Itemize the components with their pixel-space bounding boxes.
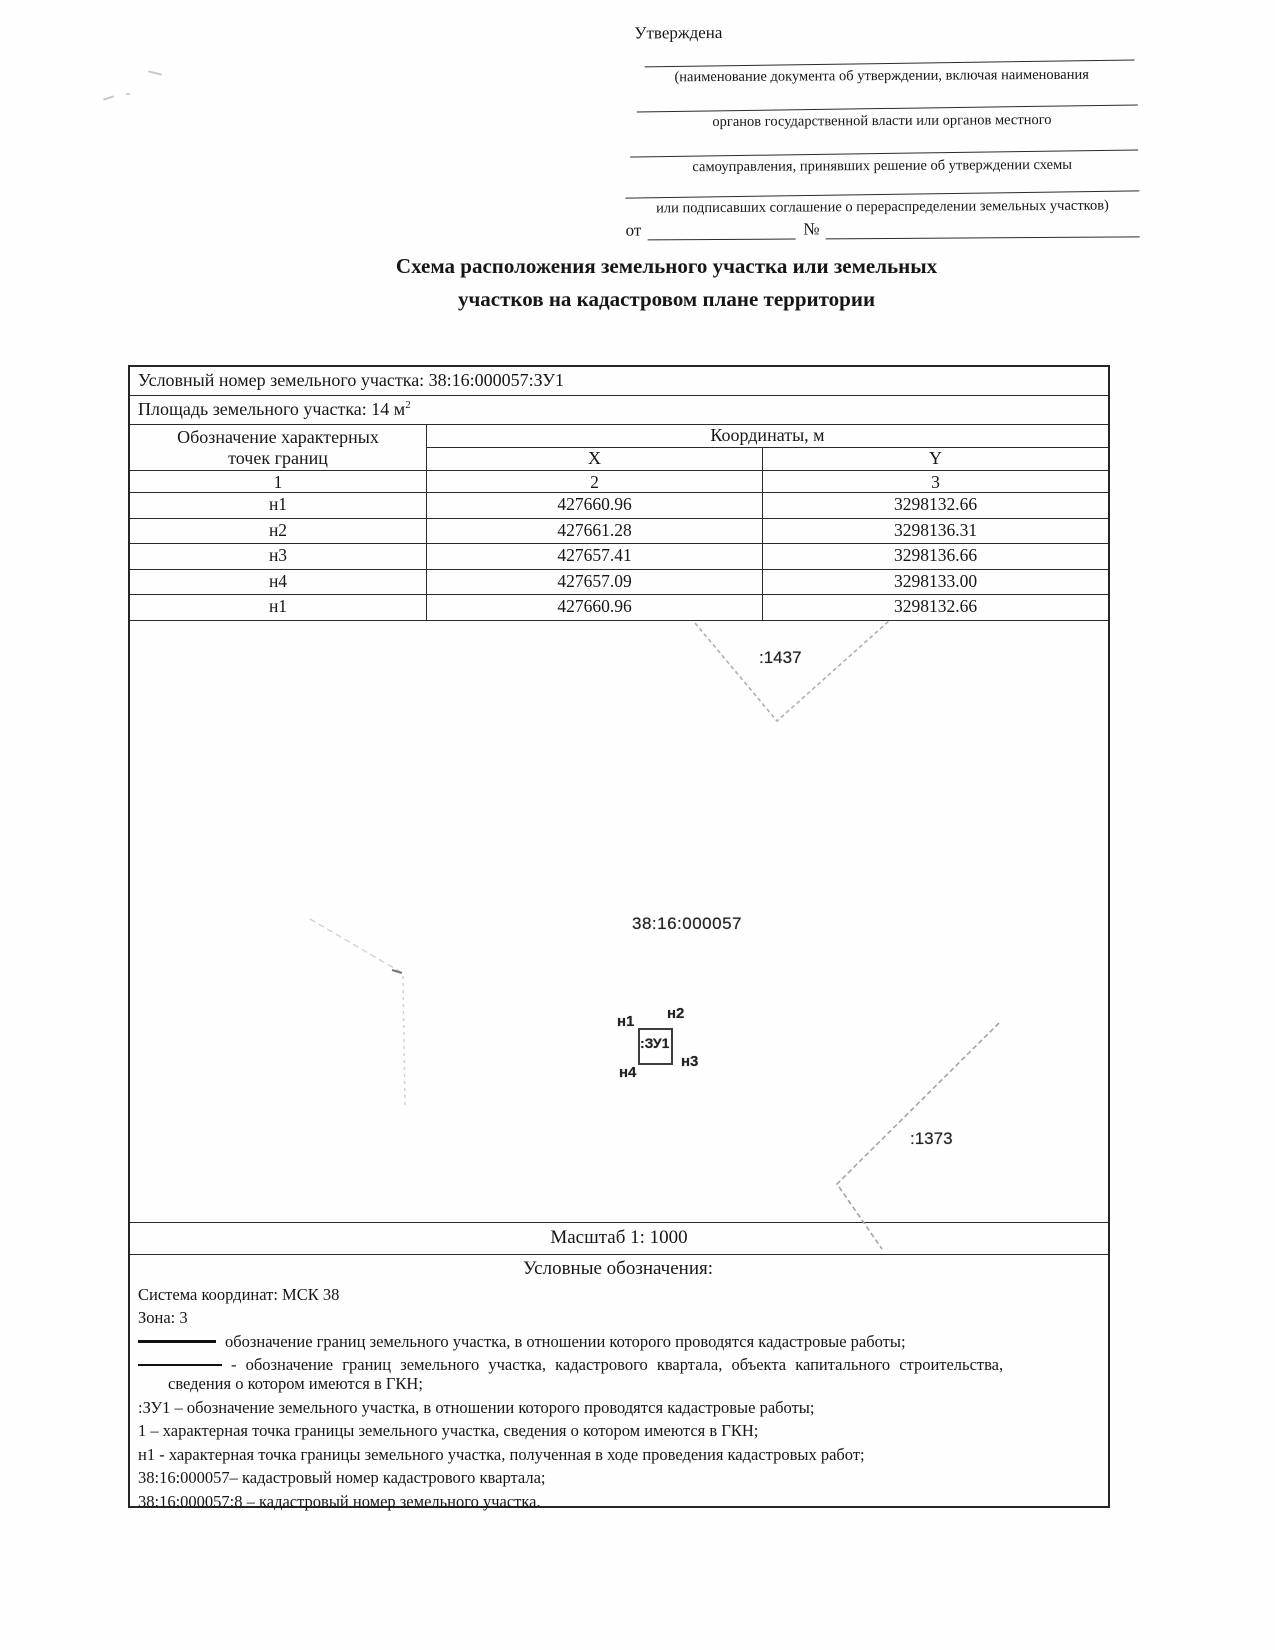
title-line-2: участков на кадастровом плане территории — [457, 287, 876, 311]
faint-boundary-line-left — [310, 919, 404, 974]
coordinates-header: Координаты, м — [427, 425, 1108, 448]
approval-block — [624, 20, 1139, 240]
approval-fill-group — [625, 59, 1139, 86]
approval-fill-group — [625, 104, 1139, 131]
legend-item-gkn-boundary — [138, 1355, 1098, 1393]
point-name-cell: н1 — [130, 493, 427, 519]
legend-section — [130, 1254, 1108, 1511]
point-x-cell: 427660.96 — [427, 493, 763, 519]
boundary-tick-mark — [392, 970, 402, 973]
legend-item-parcel-number: 38:16:000057:8 – кадастровый номер земельного участка. — [138, 1491, 541, 1511]
title-line-1: Схема расположения земельного участка или земельных — [395, 254, 938, 278]
map-drawing-svg — [130, 621, 1112, 1266]
point-name-cell: н3 — [130, 544, 427, 570]
date-number-row — [626, 217, 1140, 240]
document-title — [0, 250, 1275, 316]
point-name-cell: н1 — [130, 595, 427, 621]
x-column-header: X — [427, 448, 763, 471]
column-number-cell: 1 — [130, 471, 427, 493]
point-column-header-line2: точек границ — [228, 448, 328, 468]
approval-fill-group — [625, 149, 1139, 176]
point-label-n2: н2 — [667, 1004, 685, 1022]
point-x-cell: 427657.41 — [427, 544, 763, 570]
point-x-cell: 427661.28 — [427, 519, 763, 545]
boundary-line-1437 — [695, 621, 889, 721]
legend-item-new-point: н1 - характерная точка границы земельного участка, полученная в ходе проведения кадастровых работ; — [138, 1444, 865, 1464]
solid-line-swatch — [138, 1340, 216, 1343]
legend-item-text-line2: сведения о котором имеются в ГКН; — [168, 1374, 423, 1394]
point-y-cell: 3298133.00 — [763, 570, 1108, 596]
conditional-number-row: Условный номер земельного участка: 38:16:000057:ЗУ1 — [130, 367, 1108, 396]
area-superscript: 2 — [405, 399, 411, 411]
area-row — [130, 396, 1108, 425]
thin-line-swatch — [138, 1364, 222, 1366]
pencil-mark — [103, 95, 114, 100]
point-label-n3: н3 — [681, 1052, 699, 1070]
legend-item-new-boundary — [138, 1332, 1098, 1351]
number-label: № — [803, 219, 820, 239]
adjacent-parcel-label-1437: :1437 — [759, 647, 802, 667]
area-label: Площадь земельного участка: 14 м — [138, 399, 406, 419]
pencil-mark — [148, 70, 162, 75]
approval-fill-group — [625, 190, 1139, 217]
legend-item-text-line1: - обозначение границ земельного участка, кадастрового квартала, объекта капитального строительства, — [231, 1355, 1004, 1375]
scale-row: Масштаб 1: 1000 — [130, 1222, 1108, 1254]
point-x-cell: 427660.96 — [427, 595, 763, 621]
pencil-mark — [126, 93, 130, 95]
point-x-cell: 427657.09 — [427, 570, 763, 596]
number-blank-line — [826, 218, 1140, 239]
approval-caption: самоуправления, принявших решение об утверждении схемы — [692, 156, 1073, 176]
point-label-n4: н4 — [619, 1063, 637, 1081]
point-y-cell: 3298132.66 — [763, 493, 1108, 519]
legend-item-zu1: :ЗУ1 – обозначение земельного участка, в отношении которого проводятся кадастровые работы; — [138, 1397, 815, 1417]
legend-item-text: обозначение границ земельного участка, в отношении которого проводятся кадастровые работы; — [225, 1331, 906, 1351]
point-column-header — [130, 425, 427, 471]
coordinate-system-line: Система координат: МСК 38 — [138, 1284, 340, 1304]
column-number-cell: 2 — [427, 471, 763, 493]
y-column-header: Y — [763, 448, 1108, 471]
cadastral-plan-map — [130, 621, 1108, 1222]
date-blank-line — [647, 221, 795, 241]
scheme-table — [128, 365, 1110, 1511]
zone-line: Зона: 3 — [138, 1308, 188, 1328]
from-label: от — [625, 220, 642, 240]
point-y-cell: 3298132.66 — [763, 595, 1108, 621]
point-label-n1: н1 — [617, 1012, 635, 1030]
point-name-cell: н2 — [130, 519, 427, 545]
approval-caption: (наименование документа об утверждении, включая наименования — [674, 66, 1089, 86]
approved-label: Утверждена — [634, 22, 723, 43]
point-y-cell: 3298136.66 — [763, 544, 1108, 570]
point-column-header-line1: Обозначение характерных — [177, 427, 379, 447]
legend-heading: Условные обозначения: — [522, 1257, 714, 1279]
legend-item-gkn-point: 1 – характерная точка границы земельного участка, сведения о котором имеются в ГКН; — [138, 1421, 759, 1441]
cadastral-quarter-label: 38:16:000057 — [632, 913, 742, 933]
adjacent-parcel-label-1373: :1373 — [910, 1128, 953, 1148]
approval-caption: или подписавших соглашение о перераспределении земельных участков) — [656, 197, 1109, 217]
point-name-cell: н4 — [130, 570, 427, 596]
point-y-cell: 3298136.31 — [763, 519, 1108, 545]
coordinates-table — [130, 425, 1108, 621]
parcel-zu1-label: :ЗУ1 — [640, 1034, 670, 1051]
faint-boundary-line-vertical — [403, 976, 405, 1108]
column-number-cell: 3 — [763, 471, 1108, 493]
approval-caption: органов государственной власти или органов местного — [712, 111, 1052, 131]
legend-item-quarter-number: 38:16:000057– кадастровый номер кадастрового квартала; — [138, 1468, 546, 1488]
